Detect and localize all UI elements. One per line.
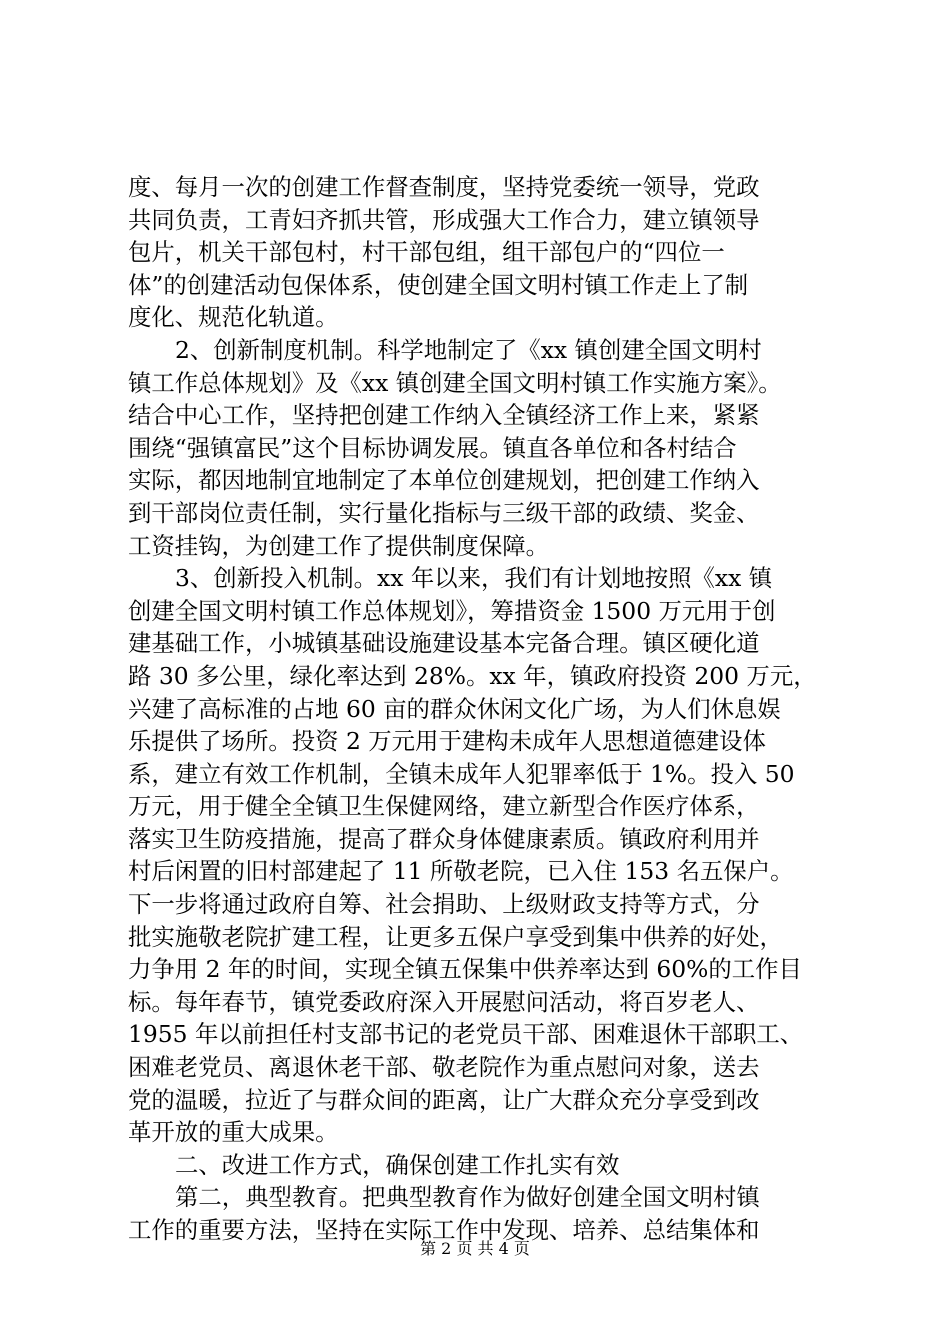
text-line: 1955 年以前担任村支部书记的老党员干部、困难退休干部职工、 xyxy=(128,1020,804,1049)
text-line: 工资挂钩，为创建工作了提供制度保障。 xyxy=(128,531,550,560)
text-line: 度、每月一次的创建工作督查制度，坚持党委统一领导，党政 xyxy=(128,173,760,201)
text-line: 工作的重要方法，坚持在实际工作中发现、培养、总结集体和 xyxy=(128,1216,760,1244)
text-line: 革开放的重大成果。 xyxy=(128,1118,339,1147)
text-line: 路 30 多公里，绿化率达到 28%。xx 年，镇政府投资 200 万元， xyxy=(128,661,817,690)
text-line: 度化、规范化轨道。 xyxy=(128,303,339,332)
text-line: 党的温暖，拉近了与群众间的距离，让广大群众充分享受到改 xyxy=(128,1085,760,1114)
text-line: 建基础工作，小城镇基础设施建设基本完备合理。镇区硬化道 xyxy=(128,629,760,658)
text-line: 包片，机关干部包村，村干部包组，组干部包户的“四位一 xyxy=(128,238,725,267)
text-line: 围绕“强镇富民”这个目标协调发展。镇直各单位和各村结合 xyxy=(128,433,737,462)
text-line: 创建全国文明村镇工作总体规划》，筹措资金 1500 万元用于创 xyxy=(128,596,776,625)
text-line: 兴建了高标准的占地 60 亩的群众休闲文化广场，为人们休息娱 xyxy=(128,694,781,723)
text-line: 镇工作总体规划》及《xx 镇创建全国文明村镇工作实施方案》。 xyxy=(128,368,782,397)
document-body xyxy=(128,171,828,1247)
text-line: 第二，典型教育。把典型教育作为做好创建全国文明村镇 xyxy=(175,1183,760,1212)
text-line: 力争用 2 年的时间，实现全镇五保集中供养率达到 60%的工作目 xyxy=(128,955,802,984)
text-line: 共同负责，工青妇齐抓共管，形成强大工作合力，建立镇领导 xyxy=(128,205,760,234)
text-line: 标。每年春节，镇党委政府深入开展慰问活动，将百岁老人、 xyxy=(128,987,760,1016)
text-line: 批实施敬老院扩建工程，让更多五保户享受到集中供养的好处， xyxy=(128,922,783,951)
text-line: 2、创新制度机制。科学地制定了《xx 镇创建全国文明村 xyxy=(175,335,762,364)
text-line: 村后闲置的旧村部建起了 11 所敬老院，已入住 153 名五保户。 xyxy=(128,857,794,886)
text-line: 乐提供了场所。投资 2 万元用于建构未成年人思想道德建设体 xyxy=(128,727,766,756)
text-line: 二、改进工作方式，确保创建工作扎实有效 xyxy=(175,1150,620,1179)
text-line: 下一步将通过政府自筹、社会捐助、上级财政支持等方式，分 xyxy=(128,890,760,919)
text-line: 实际，都因地制宜地制定了本单位创建规划，把创建工作纳入 xyxy=(128,466,760,495)
text-line: 万元，用于健全全镇卫生保健网络，建立新型合作医疗体系， xyxy=(128,792,760,821)
page-footer: 第 2 页 共 4 页 xyxy=(420,1239,530,1258)
text-line: 到干部岗位责任制，实行量化指标与三级干部的政绩、奖金、 xyxy=(128,498,760,527)
text-line: 结合中心工作，坚持把创建工作纳入全镇经济工作上来，紧紧 xyxy=(128,401,760,430)
text-line: 系，建立有效工作机制，全镇未成年人犯罪率低于 1%。投入 50 xyxy=(128,759,795,788)
text-line: 3、创新投入机制。xx 年以来，我们有计划地按照《xx 镇 xyxy=(175,564,773,593)
text-line: 困难老党员、离退休老干部、敬老院作为重点慰问对象，送去 xyxy=(128,1053,760,1082)
text-line: 落实卫生防疫措施，提高了群众身体健康素质。镇政府利用并 xyxy=(128,824,760,853)
text-line: 体”的创建活动包保体系，使创建全国文明村镇工作走上了制 xyxy=(128,270,749,299)
